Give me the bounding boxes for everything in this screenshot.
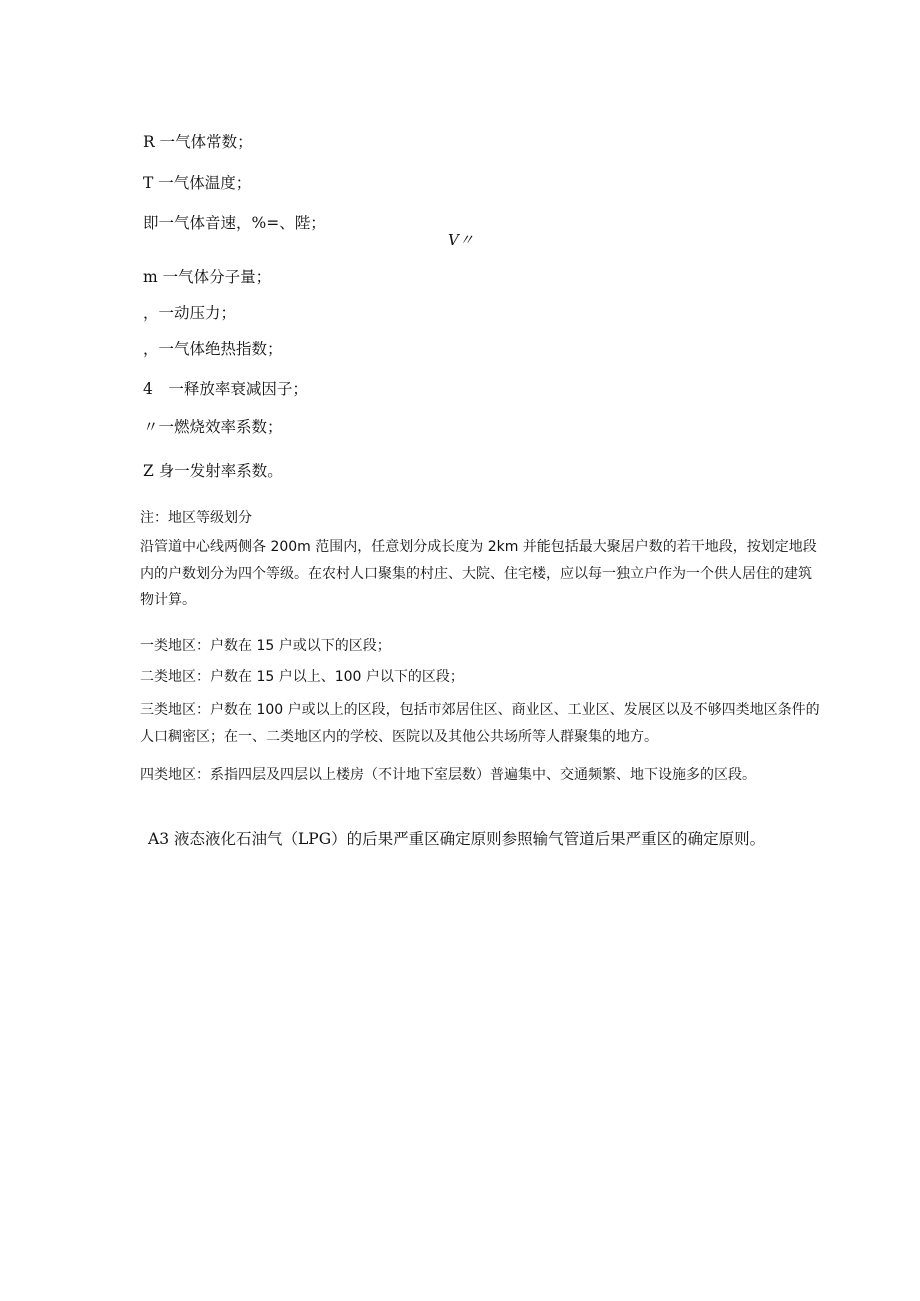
def-adiabatic-index: ，一气体绝热指数； (143, 340, 283, 358)
note-class3: 三类地区：户数在 100 户或以上的区段，包括市郊居住区、商业区、工业区、发展区以及不够四类地区条件的人口稠密区；在一、二类地区内的学校、医院以及其他公共场所等人群聚集的地方。 (140, 702, 820, 745)
def-molecular-weight: m 一气体分子量； (143, 268, 272, 286)
note-title: 注：地区等级划分 (140, 510, 252, 526)
note-class2: 二类地区：户数在 15 户以上、100 户以下的区段； (140, 669, 464, 685)
note-intro: 沿管道中心线两侧各 200m 范围内，任意划分成长度为 2km 并能包括最大聚居户数的若干地段，按划定地段内的户数划分为四个等级。在农村人口聚集的村庄、大院、住宅楼，应以每一独立户作为一个供人居住的建筑物计算。 (140, 539, 817, 608)
note-class1: 一类地区：户数在 15 户或以下的区段； (140, 638, 391, 654)
sound-speed-formula: V〃 (448, 231, 474, 249)
def-combustion-efficiency: 〃一燃烧效率系数； (143, 418, 283, 436)
def-sound-speed: 即一气体音速，%=、陛； (143, 214, 326, 232)
def-emissivity: Z 身一发射率系数。 (143, 462, 283, 480)
def-gas-constant: R 一气体常数； (143, 133, 253, 151)
a3-paragraph: A3 液态液化石油气（LPG）的后果严重区确定原则参照输气管道后果严重区的确定原则。 (148, 830, 766, 848)
def-gas-temperature: T 一气体温度； (143, 174, 252, 192)
def-release-decay: 4 一释放率衰减因子； (143, 380, 308, 398)
def-dynamic-pressure: ，一动压力； (143, 304, 237, 322)
note-class4: 四类地区：系指四层及四层以上楼房（不计地下室层数）普遍集中、交通频繁、地下设施多的区段。 (140, 767, 756, 783)
